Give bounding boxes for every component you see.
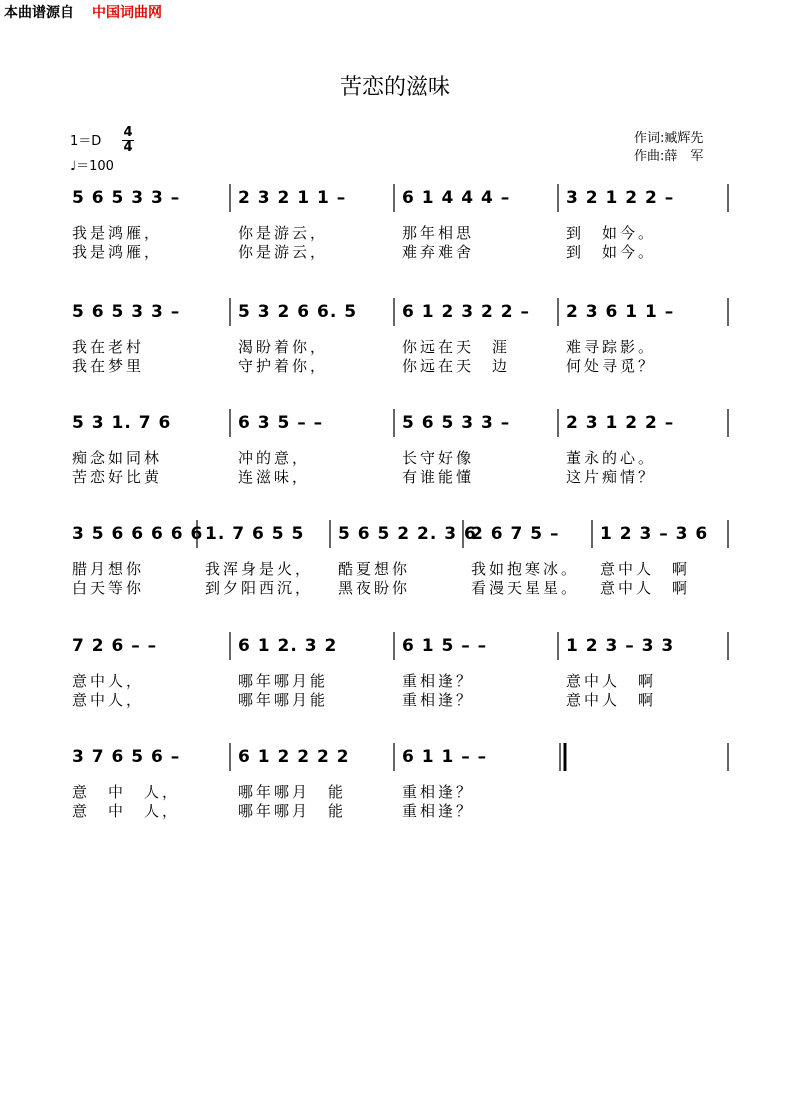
source-site-link[interactable]: 中国词曲网 (92, 5, 162, 21)
lyric-verse-2: 黑夜盼你 (338, 579, 411, 597)
lyric-verse-2: 你是游云， (238, 243, 329, 261)
tempo-marking: ♩＝100 (70, 159, 114, 174)
measure-notes: 7 2 6 – – (72, 636, 158, 656)
lyric-verse-2: 哪年哪月 能 (238, 802, 347, 820)
measure-notes: 6 1 2. 3 2 (238, 636, 338, 656)
measure-notes: 6 3 5 – – (238, 413, 324, 433)
measure-notes: 6 1 2 3 2 2 – (402, 302, 530, 322)
lyric-verse-2: 看漫天星星。 (471, 579, 580, 597)
lyric-verse-2: 意 中 人， (72, 802, 181, 820)
measure-notes: 1 2 3 – 3 3 (566, 636, 675, 656)
measure-notes: 5 6 5 3 3 – (72, 188, 181, 208)
measure-notes: 6 1 1 – – (402, 747, 488, 767)
lyric-verse-1: 冲的意， (238, 449, 311, 467)
lyric-verse-2: 到夕阳西沉， (205, 579, 314, 597)
measure-notes: 2 3 1 2 2 – (566, 413, 675, 433)
source-label: 本曲谱源自 (4, 5, 74, 21)
lyric-verse-2: 哪年哪月能 (238, 691, 329, 709)
measure-notes: 6 1 4 4 4 – (402, 188, 511, 208)
lyric-verse-1: 董永的心。 (566, 449, 657, 467)
lyric-verse-2: 意中人， (72, 691, 145, 709)
lyric-verse-2: 守护着你， (238, 357, 329, 375)
measure-notes: 5 3 1. 7 6 (72, 413, 172, 433)
lyric-verse-1: 哪年哪月能 (238, 672, 329, 690)
time-signature-bottom: 4 (123, 140, 133, 155)
page-title: 苦恋的滋味 (339, 75, 450, 100)
lyric-verse-2: 你远在天 边 (402, 357, 511, 375)
lyric-verse-1: 你远在天 涯 (402, 338, 511, 356)
lyric-verse-1: 到 如今。 (566, 224, 657, 242)
time-signature (122, 126, 134, 155)
measure-notes: 2 3 6 1 1 – (566, 302, 675, 322)
lyric-verse-2: 意中人 啊 (566, 691, 657, 709)
lyric-verse-2: 苦恋好比黄 (72, 468, 163, 486)
lyric-verse-2: 连滋味， (238, 468, 311, 486)
measure-notes: 1 2 3 – 3 6 (600, 524, 709, 544)
lyric-verse-1: 渴盼着你， (238, 338, 329, 356)
measure-notes: 2 3 2 1 1 – (238, 188, 347, 208)
lyric-verse-2: 重相逢？ (402, 802, 475, 820)
measure-notes: 5 6 5 3 3 – (72, 302, 181, 322)
lyric-verse-1: 重相逢？ (402, 783, 475, 801)
measure-notes: 5 6 5 2 2. 3 6 (338, 524, 477, 544)
composer: 作曲:薛 军 (634, 149, 704, 164)
lyricist: 作词:臧辉先 (634, 131, 704, 146)
lyric-verse-1: 腊月想你 (72, 560, 145, 578)
lyric-verse-1: 意 中 人， (72, 783, 181, 801)
lyric-verse-2: 重相逢？ (402, 691, 475, 709)
measure-notes: 5 3 2 6 6. 5 (238, 302, 358, 322)
key-signature: 1＝D (70, 134, 102, 149)
lyric-verse-2: 意中人 啊 (600, 579, 691, 597)
lyric-verse-1: 哪年哪月 能 (238, 783, 347, 801)
lyric-verse-2: 白天等你 (72, 579, 145, 597)
lyric-verse-1: 我如抱寒冰。 (471, 560, 580, 578)
lyric-verse-2: 有谁能懂 (402, 468, 475, 486)
measure-notes: 5 6 5 3 3 – (402, 413, 511, 433)
measure-notes: 3 5 6 6 6 6 6 (72, 524, 204, 544)
time-signature-top: 4 (123, 125, 133, 140)
lyric-verse-2: 这片痴情？ (566, 468, 657, 486)
measure-notes: 3 7 6 5 6 – (72, 747, 181, 767)
lyric-verse-1: 酷夏想你 (338, 560, 411, 578)
source-credit (4, 2, 162, 22)
credits (634, 130, 703, 166)
lyric-verse-2: 我是鸿雁， (72, 243, 163, 261)
lyric-verse-1: 重相逢？ (402, 672, 475, 690)
lyric-verse-1: 我浑身是火， (205, 560, 314, 578)
lyric-verse-1: 你是游云， (238, 224, 329, 242)
lyric-verse-1: 意中人 啊 (566, 672, 657, 690)
lyric-verse-1: 意中人， (72, 672, 145, 690)
lyric-verse-1: 难寻踪影。 (566, 338, 657, 356)
measure-notes: 1. 7 6 5 5 (205, 524, 305, 544)
lyric-verse-1: 我在老村 (72, 338, 145, 356)
lyric-verse-1: 长守好像 (402, 449, 475, 467)
lyric-verse-2: 难弃难舍 (402, 243, 475, 261)
lyric-verse-2: 何处寻觅？ (566, 357, 657, 375)
lyric-verse-2: 到 如今。 (566, 243, 657, 261)
measure-notes: 2 6 7 5 – (471, 524, 560, 544)
measure-notes: 6 1 2 2 2 2 (238, 747, 350, 767)
measure-notes: 3 2 1 2 2 – (566, 188, 675, 208)
lyric-verse-2: 我在梦里 (72, 357, 145, 375)
lyric-verse-1: 我是鸿雁， (72, 224, 163, 242)
lyric-verse-1: 那年相思 (402, 224, 475, 242)
lyric-verse-1: 意中人 啊 (600, 560, 691, 578)
lyric-verse-1: 痴念如同林 (72, 449, 163, 467)
measure-notes: 6 1 5 – – (402, 636, 488, 656)
